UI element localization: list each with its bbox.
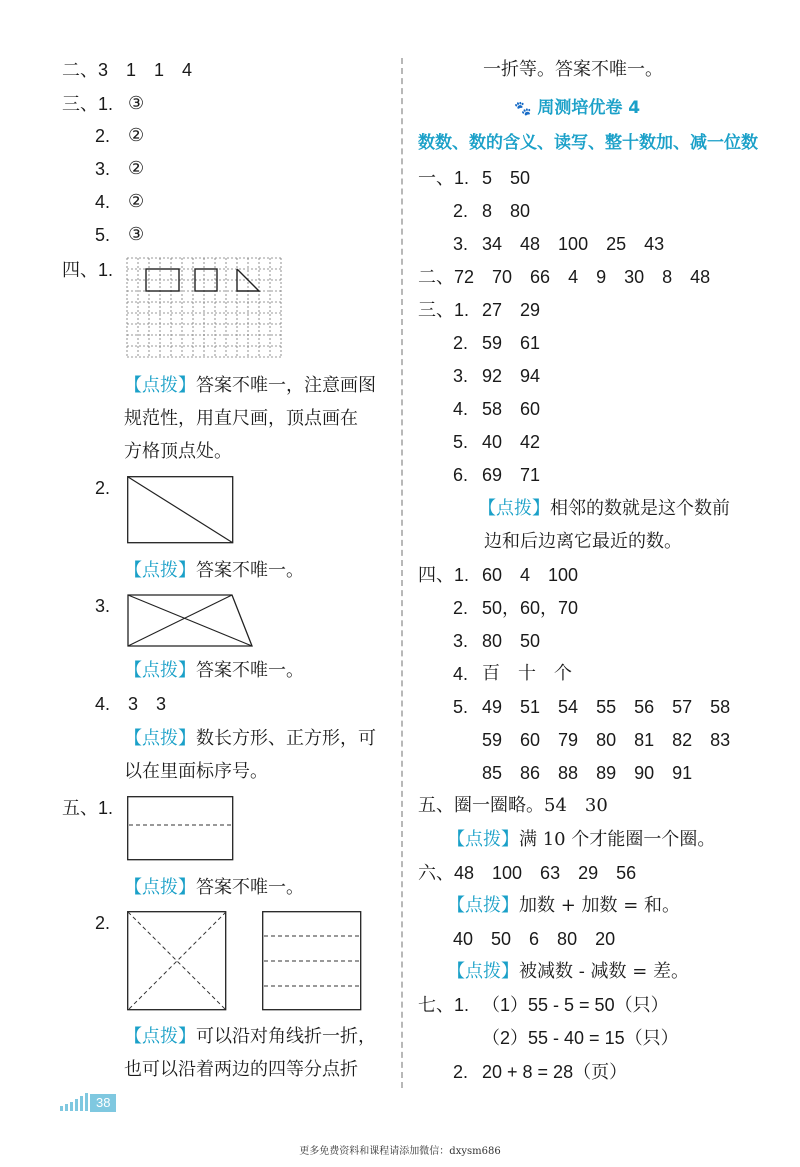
left-si4-label: 4.	[95, 694, 111, 714]
right-si1-answer: 60 4 100	[482, 565, 579, 585]
right-yi2-label: 2.	[453, 201, 469, 221]
right-continued-text: 一折等。答案不唯一。	[483, 59, 663, 80]
left-san-label: 三、1.	[62, 94, 114, 114]
right-qi1-part2: （2）55 - 40 = 15（只）	[482, 1028, 679, 1048]
right-san1-label: 三、1.	[418, 300, 470, 320]
right-liu-numbers: 40 50 6 80 20	[453, 929, 616, 949]
left-si3-hint	[124, 659, 304, 683]
left-si4-answer: 3 3	[128, 694, 167, 714]
right-san2-answer: 59 61	[482, 333, 541, 353]
right-san5-answer: 40 42	[482, 432, 541, 452]
right-qi2-answer: 20 + 8 = 28（页）	[482, 1062, 628, 1082]
left-wu1-hint	[124, 876, 304, 900]
right-wu-hint	[447, 828, 715, 852]
page-number: 38	[90, 1094, 116, 1112]
right-er-answer: 二、72 70 66 4 9 30 8 48	[418, 267, 711, 287]
left-san4-answer: ②	[128, 191, 145, 212]
left-si1-hint-line3: 方格顶点处。	[124, 441, 232, 462]
hint-text: 答案不唯一。	[196, 660, 304, 681]
right-si2-answer: 50，60，70	[482, 598, 579, 618]
left-si3-label: 3.	[95, 596, 111, 616]
right-si5-line2: 59 60 79 80 81 82 83	[482, 730, 731, 750]
hint-text: 答案不唯一，注意画图	[196, 375, 376, 396]
left-san5-answer: ③	[128, 224, 145, 245]
hint-text: 答案不唯一。	[196, 877, 304, 898]
hint-tag: 【点拨】	[478, 498, 550, 519]
right-san2-label: 2.	[453, 333, 469, 353]
right-si5-line1: 49 51 54 55 56 57 58	[482, 697, 731, 717]
right-san-hint-line1	[478, 497, 730, 521]
right-liu-answer: 六、48 100 63 29 56	[418, 863, 637, 883]
right-si2-label: 2.	[453, 598, 469, 618]
left-san4-label: 4.	[95, 192, 111, 212]
folded-rectangle-drawing	[127, 796, 235, 862]
right-yi3-answer: 34 48 100 25 43	[482, 234, 665, 254]
footer-note: 更多免费资料和课程请添加微信：dxysm686	[299, 1146, 501, 1157]
right-si3-answer: 80 50	[482, 631, 541, 651]
left-san1-answer: ③	[128, 93, 145, 114]
left-si-label: 四、1.	[62, 260, 114, 280]
right-si1-label: 四、1.	[418, 565, 470, 585]
hint-tag: 【点拨】	[447, 895, 519, 916]
right-yi3-label: 3.	[453, 234, 469, 254]
hint-text: 相邻的数就是这个数前	[550, 498, 730, 519]
trapezoid-drawing	[127, 594, 255, 648]
right-san3-label: 3.	[453, 366, 469, 386]
right-san1-answer: 27 29	[482, 300, 541, 320]
right-qi1-part1: （1）55 - 5 = 50（只）	[482, 995, 669, 1015]
left-san3-label: 3.	[95, 159, 111, 179]
section-subtitle: 数数、数的含义、读写、整十数加、减一位数	[418, 133, 758, 153]
hint-tag: 【点拨】	[124, 660, 196, 681]
drawn-square	[195, 269, 217, 291]
right-liu-hint1	[447, 894, 680, 918]
right-san6-label: 6.	[453, 465, 469, 485]
hint-text: 可以沿对角线折一折，	[196, 1026, 376, 1047]
drawn-rectangle	[146, 269, 179, 291]
right-san5-label: 5.	[453, 432, 469, 452]
left-wu2-hint-line1	[124, 1025, 376, 1049]
hint-text: 答案不唯一。	[196, 560, 304, 581]
right-san3-answer: 92 94	[482, 366, 541, 386]
left-si4-hint-line1	[124, 727, 376, 751]
hint-tag: 【点拨】	[124, 877, 196, 898]
hint-text: 满 10 个才能圈一个圈。	[519, 829, 716, 850]
left-san2-label: 2.	[95, 126, 111, 146]
right-san6-answer: 69 71	[482, 465, 541, 485]
hint-tag: 【点拨】	[124, 1026, 196, 1047]
section-title: 🐾 周测培优卷 4	[514, 98, 641, 118]
column-divider	[401, 58, 403, 1088]
hint-tag: 【点拨】	[124, 560, 196, 581]
page-bars-icon	[60, 1093, 90, 1111]
left-wu2-hint-line2: 也可以沿着两边的四等分点折	[124, 1059, 358, 1080]
right-yi1-label: 一、1.	[418, 168, 470, 188]
hint-tag: 【点拨】	[124, 375, 196, 396]
right-san4-label: 4.	[453, 399, 469, 419]
left-si4-hint-line2: 以在里面标序号。	[124, 761, 268, 782]
paw-icon: 🐾	[514, 101, 532, 117]
right-si4-label: 4.	[453, 664, 469, 684]
right-qi2-label: 2.	[453, 1062, 469, 1082]
square-diagonal-fold-drawing	[127, 911, 229, 1013]
hint-tag: 【点拨】	[447, 829, 519, 850]
hint-tag: 【点拨】	[124, 728, 196, 749]
square-quarter-fold-drawing	[262, 911, 364, 1013]
left-si1-hint-line2: 规范性，用直尺画，顶点画在	[124, 408, 358, 429]
right-qi1-label: 七、1.	[418, 995, 470, 1015]
right-si5-label: 5.	[453, 697, 469, 717]
hint-text: 数长方形、正方形，可	[196, 728, 376, 749]
left-san2-answer: ②	[128, 125, 145, 146]
left-si2-hint	[124, 559, 304, 583]
right-wu-answer: 五、圈一圈略。54 30	[418, 795, 608, 816]
hint-tag: 【点拨】	[447, 961, 519, 982]
left-si2-label: 2.	[95, 478, 111, 498]
left-wu-label: 五、1.	[62, 798, 114, 818]
right-san-hint-line2: 边和后边离它最近的数。	[484, 531, 682, 552]
right-si4-answer: 百 十 个	[482, 663, 572, 684]
left-wu2-label: 2.	[95, 913, 111, 933]
grid-drawing	[127, 258, 287, 360]
left-san5-label: 5.	[95, 225, 111, 245]
right-si3-label: 3.	[453, 631, 469, 651]
right-yi1-answer: 5 50	[482, 168, 531, 188]
left-si1-hint-line1	[124, 374, 376, 398]
rectangle-diagonal-drawing	[127, 476, 235, 544]
right-yi2-answer: 8 80	[482, 201, 531, 221]
right-san4-answer: 58 60	[482, 399, 541, 419]
hint-text: 被减数 - 减数 = 差。	[519, 961, 690, 982]
hint-text: 加数 + 加数 = 和。	[519, 895, 681, 916]
right-liu-hint2	[447, 960, 689, 984]
left-er-answer: 二、3 1 1 4	[62, 60, 193, 80]
right-si5-line3: 85 86 88 89 90 91	[482, 763, 693, 783]
left-san3-answer: ②	[128, 158, 145, 179]
